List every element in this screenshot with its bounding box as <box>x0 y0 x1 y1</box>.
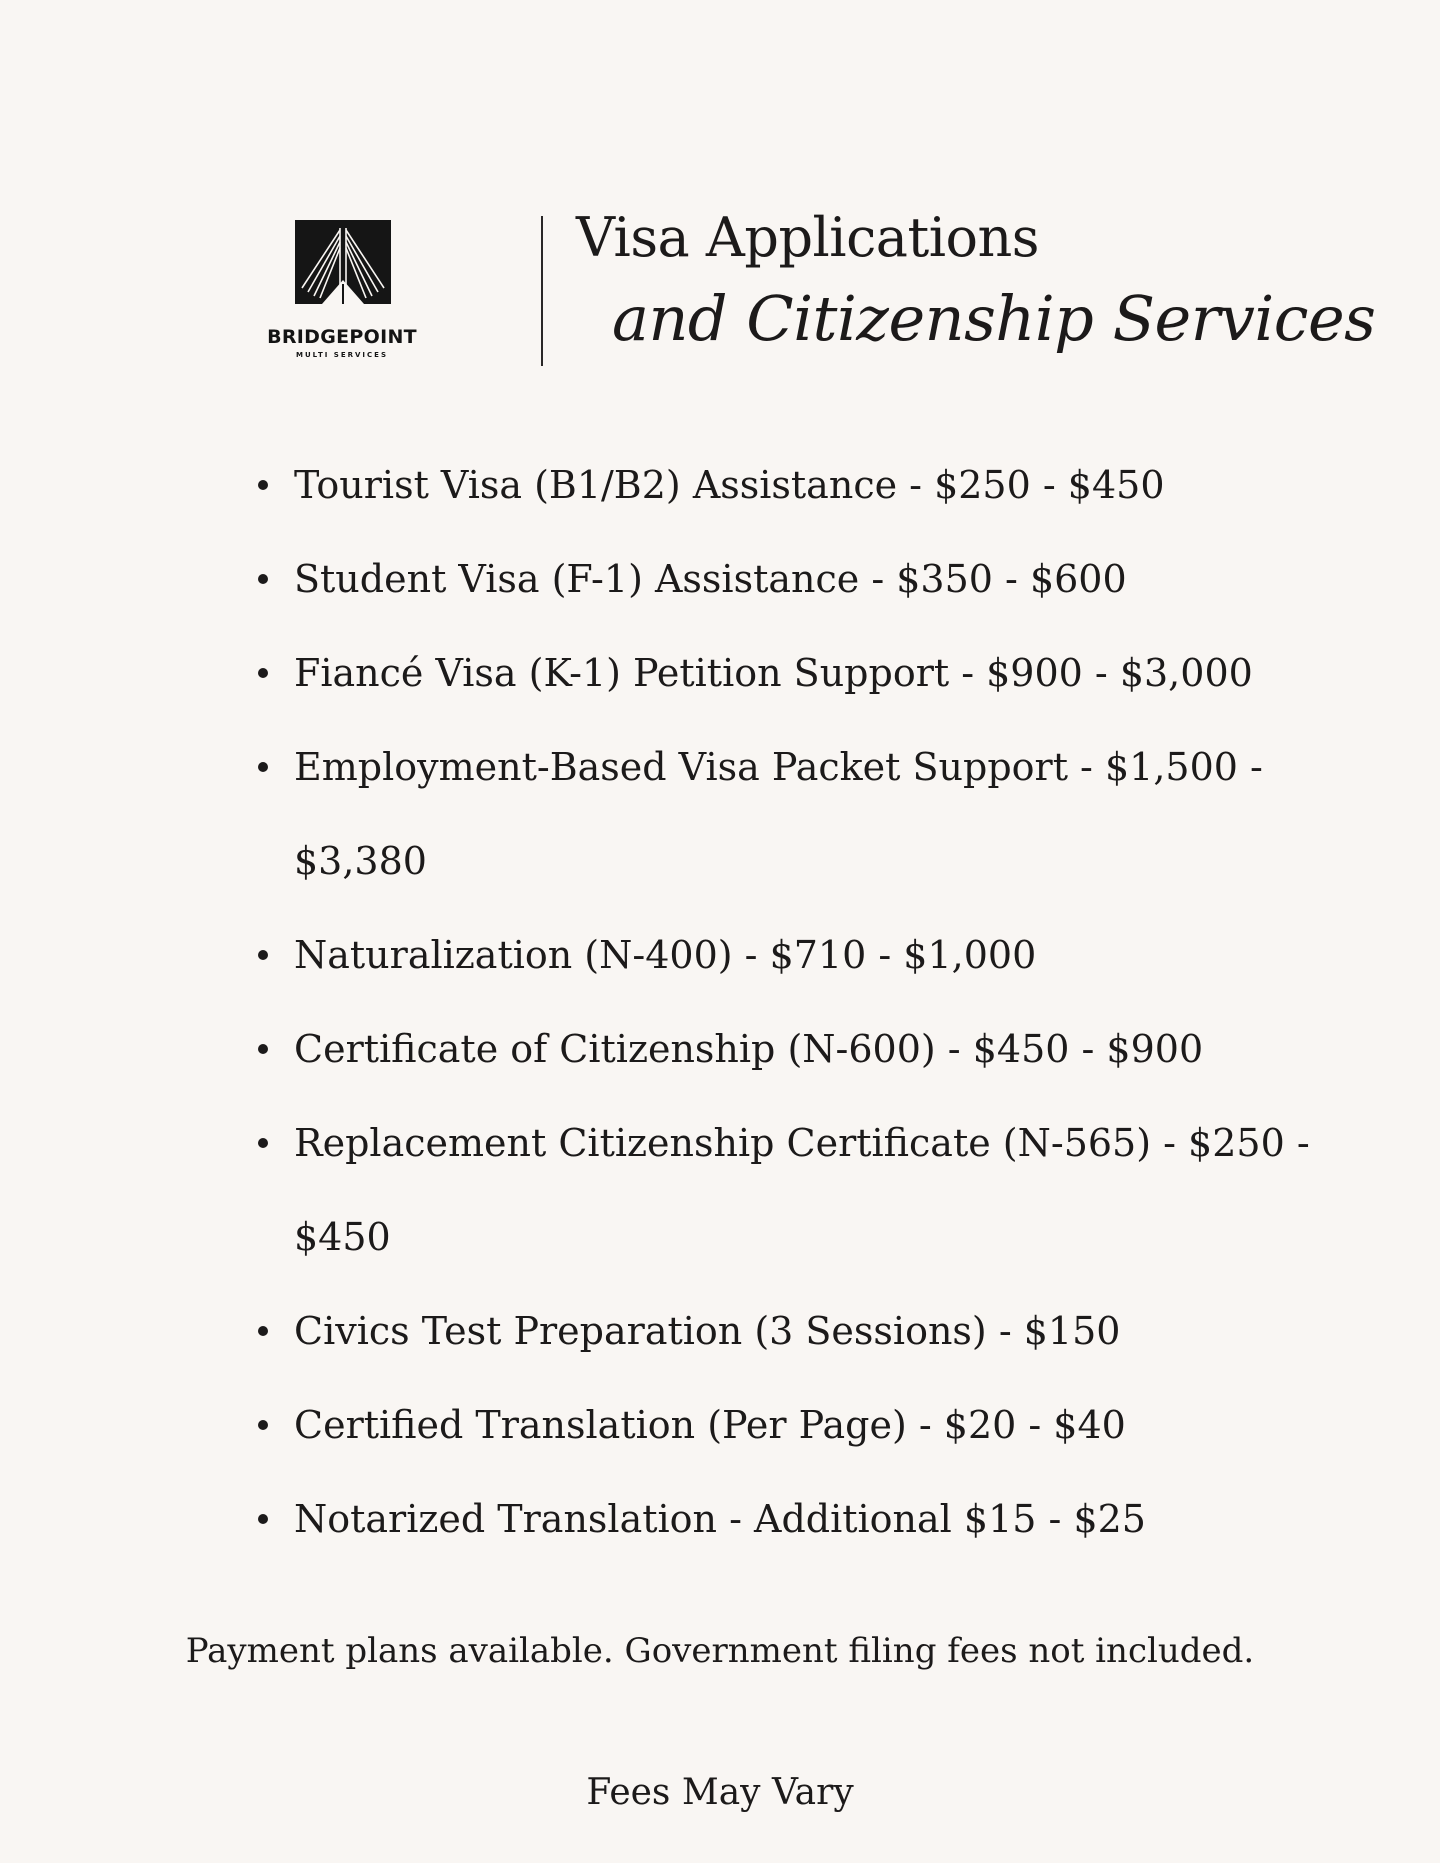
bullet-icon <box>258 1138 268 1148</box>
service-item-text: Naturalization (N-400) - $710 - $1,000 <box>294 933 1037 977</box>
bullet-icon <box>258 1044 268 1054</box>
service-item-text: Certificate of Citizenship (N-600) - $450 - $900 <box>294 1027 1204 1071</box>
list-item <box>252 1096 1332 1284</box>
list-item <box>252 1378 1332 1472</box>
list-item <box>252 1284 1332 1378</box>
bullet-icon <box>258 762 268 772</box>
service-item-text: Civics Test Preparation (3 Sessions) - $150 <box>294 1309 1121 1353</box>
fees-disclaimer: Fees May Vary <box>586 1772 854 1813</box>
payment-note: Payment plans available. Government filing fees not included. <box>185 1631 1255 1671</box>
brand-tagline: MULTI SERVICES <box>296 351 388 359</box>
service-item-text: Student Visa (F-1) Assistance - $350 - $600 <box>294 557 1127 601</box>
page-subtitle: and Citizenship Services <box>612 282 1376 355</box>
brand-name: BRIDGEPOINT <box>267 326 417 348</box>
bridge-icon <box>262 218 422 326</box>
bullet-icon <box>258 1326 268 1336</box>
service-item-text: Employment-Based Visa Packet Support - $1,500 - $3,380 <box>294 745 1263 883</box>
service-item-text: Notarized Translation - Additional $15 - $25 <box>294 1497 1146 1541</box>
list-item <box>252 532 1332 626</box>
bullet-icon <box>258 950 268 960</box>
list-item <box>252 720 1332 908</box>
list-item <box>252 908 1332 1002</box>
service-item-text: Replacement Citizenship Certificate (N-565) - $250 - $450 <box>294 1121 1310 1259</box>
bullet-icon <box>258 668 268 678</box>
service-item-text: Certified Translation (Per Page) - $20 - $40 <box>294 1403 1126 1447</box>
bullet-icon <box>258 480 268 490</box>
bullet-icon <box>258 1514 268 1524</box>
services-price-list <box>252 438 1332 1566</box>
header-divider <box>541 216 543 366</box>
service-item-text: Tourist Visa (B1/B2) Assistance - $250 - $450 <box>294 463 1165 507</box>
list-item <box>252 626 1332 720</box>
list-item <box>252 1472 1332 1566</box>
brand-logo <box>262 218 422 368</box>
service-item-text: Fiancé Visa (K-1) Petition Support - $900 - $3,000 <box>294 651 1253 695</box>
bullet-icon <box>258 1420 268 1430</box>
list-item <box>252 438 1332 532</box>
page-title: Visa Applications <box>576 206 1039 269</box>
list-item <box>252 1002 1332 1096</box>
bullet-icon <box>258 574 268 584</box>
